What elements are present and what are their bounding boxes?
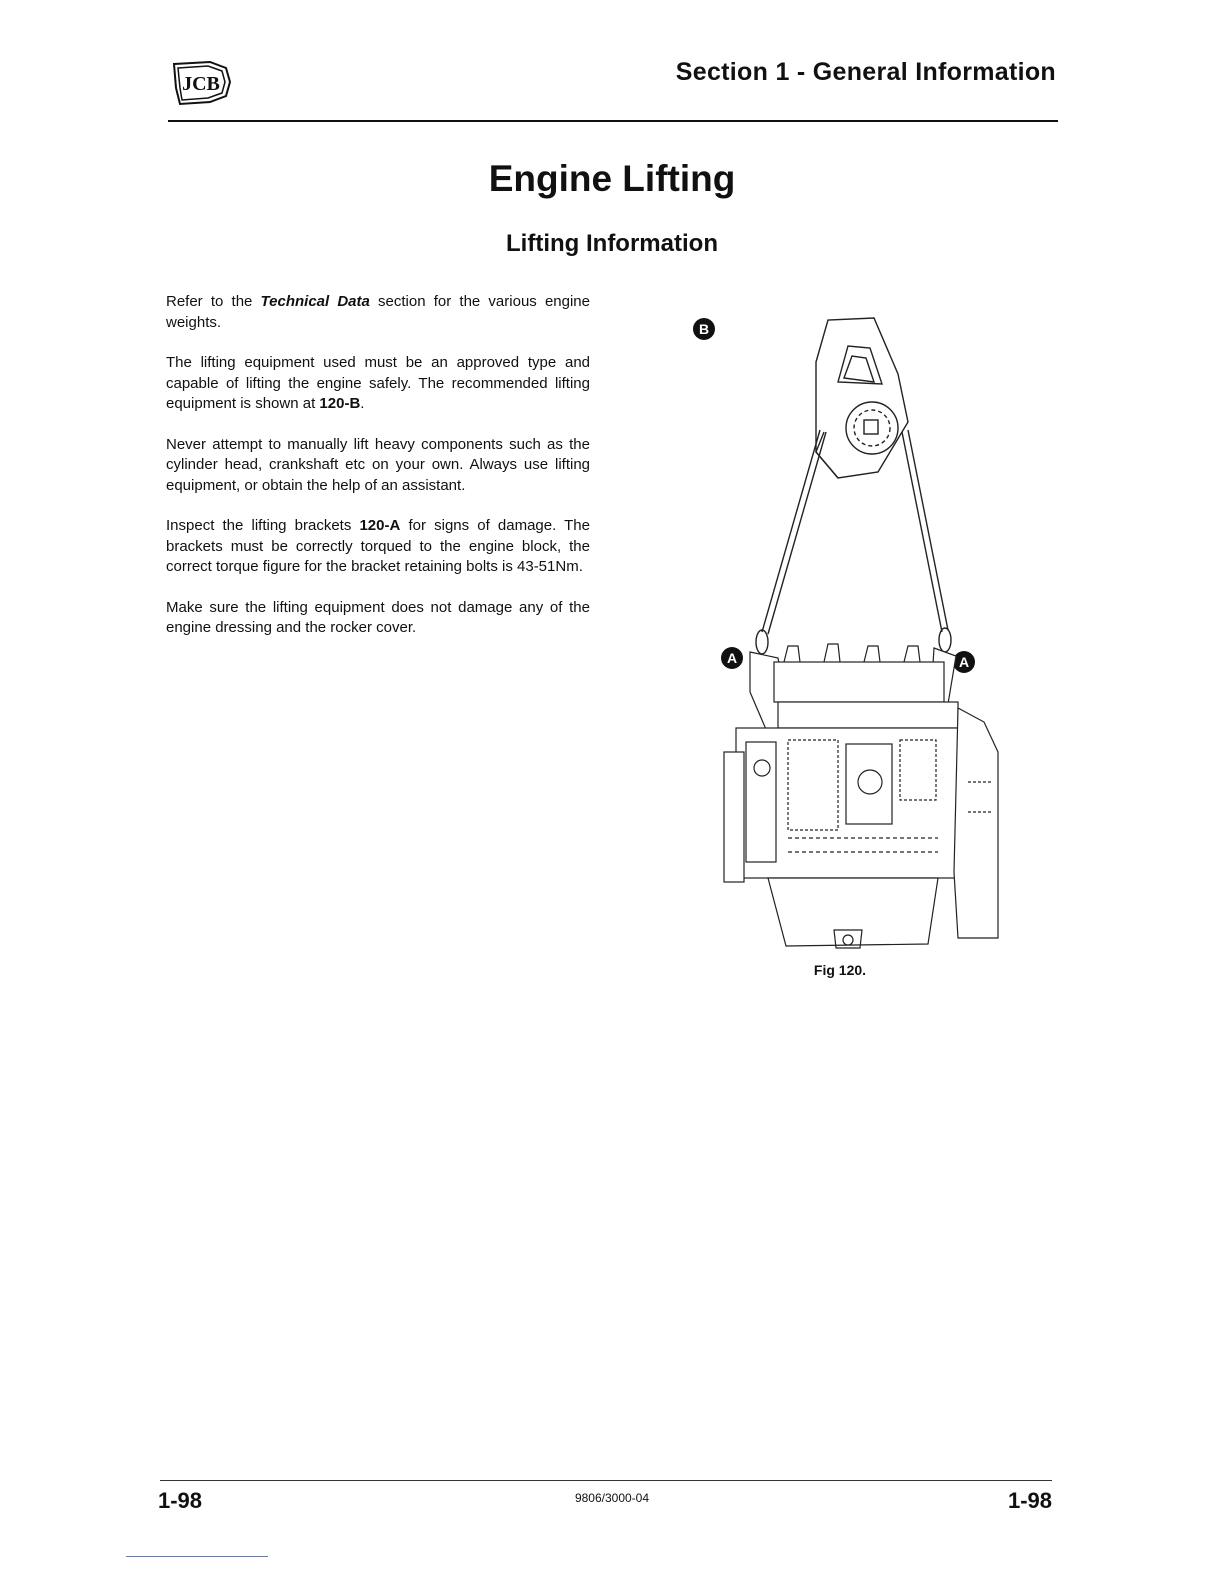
paragraph-brackets: Inspect the lifting brackets 120-A for signs of damage. The brackets must be correctly torqued to the engine block, the correct torque figure for the bracket retaining bolts is 43-51Nm. [166, 517, 590, 575]
page-subtitle: Lifting Information [506, 230, 718, 257]
paragraph-warning: Never attempt to manually lift heavy components such as the cylinder head, crankshaft etc on your own. Always use lifting equipment, or obtain the help of an assistant. [166, 435, 590, 494]
section-title: Section 1 - General Information [675, 58, 1056, 86]
callout-a-left: A [726, 650, 738, 666]
page-title: Engine Lifting [488, 158, 736, 199]
engine-lifting-figure [688, 312, 1018, 962]
figure-ref-a: 120-A [359, 517, 401, 534]
callout-b: B [698, 321, 710, 337]
logo-text: JCB [182, 73, 220, 95]
document-code: 9806/3000-04 [574, 1491, 650, 1505]
header-rule [168, 120, 1058, 122]
engine-lifting-illustration [688, 312, 1018, 962]
callout-a-right: A [958, 654, 970, 670]
body-text [166, 292, 590, 659]
footnote-rule [126, 1556, 268, 1557]
page-number-left: 1-98 [158, 1488, 203, 1513]
footer-rule [160, 1480, 1052, 1481]
page-number-right: 1-98 [1007, 1488, 1052, 1513]
figure-caption: Fig 120. [813, 962, 867, 978]
paragraph-dressing: Make sure the lifting equipment does not damage any of the engine dressing and the rocker cover. [166, 598, 590, 636]
paragraph-weights: Refer to the Technical Data section for the various engine weights. [166, 293, 590, 331]
jcb-logo [170, 58, 232, 106]
technical-data-ref: Technical Data [260, 293, 370, 310]
figure-ref-b: 120-B [319, 395, 361, 412]
paragraph-equipment: The lifting equipment used must be an approved type and capable of lifting the engine safely. The recommended lifting equipment is shown at 120-B. [166, 354, 590, 412]
